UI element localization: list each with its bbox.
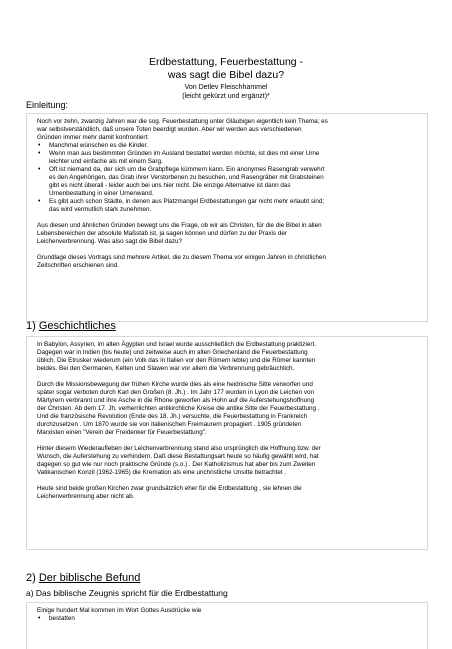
list-item: • Es gibt auch schon Städte, in denen aus Platzmangel Erdbestattungen gar nicht mehr erlaubt sind; das wird vermutlich stark zunehmen. (37, 198, 425, 214)
section-2-paragraph: Einige hundert Mal kommen im Wort Gottes Ausdrücke wie (37, 607, 202, 614)
history-paragraph-2: Durch die Missionsbewegung der frühen Kirche wurde dies als eine heidnische Sitte verworfen und später sogar verboten durch Karl den Großen (8. Jh.) . Im Jahr 177 wurden in Lyon die Leichen von Märtyrern verbrannt und ihre Asche in die Rhone geworfen als Hohn auf die Auferstehungshoffnung der Christen. Ab dem 17. Jh. verherrlichten antikirchliche Kreise die antike Sitte der Feuerbestattung . Und die französische Revolution (Ende des 18. Jh.) versuchte, die Feuerbestattung in Frankreich durchzusetzen . Um 1870 wurde sie von italienischen Freimaurern propagiert . 1905 gründeten Marxisten einen "Verein der Freidenker für Feuerbestattung". (37, 381, 320, 436)
terms-list (37, 615, 425, 623)
list-item: • bestatten (37, 615, 425, 623)
reasons-list (37, 142, 425, 214)
intro-text (37, 118, 425, 270)
intro-paragraph-2: Aus diesen und ähnlichen Gründen bewegt uns die Frage, ob wir als Christen, für die die Bibel in allen Lebensbereichen der absolute Maßstab ist, ja sagen können und dürfen zu der Praxis der Leichenverbrennung. Was also sagt die Bibel dazu? (37, 222, 322, 245)
section-2-heading: 2) Der biblische Befund (26, 572, 141, 584)
text-line: Noch vor zehn, zwanzig Jahren war die sog. Feuerbestattung unter Gläubigen eigentlich kein Thema; es (37, 118, 328, 125)
section-2-text (37, 607, 425, 623)
intro-paragraph (37, 118, 425, 142)
text-line: war selbstverständlich, daß unsere Toten beerdigt wurden. Aber wir werden aus verschiedenen (37, 126, 302, 133)
document-title-line-1: Erdbestattung, Feuerbestattung - (148, 56, 304, 68)
section-1-heading: 1) Geschichtliches (26, 320, 116, 332)
author-line: Von Detlev Fleischhammel (184, 84, 268, 91)
section-2-subheading: a) Das biblische Zeugnis spricht für die Erdbestattung (26, 588, 228, 598)
history-paragraph-3: Hinter diesem Wiederaufleben der Leichenverbrennung stand also ursprünglich die Hoffnung bzw. der Wunsch, die Auferstehung zu verhindern. Daß diese Bestattungsart heute so häufig gewählt wird, hat dagegen so gut wie nur noch praktische Gründe (s.o.) . Der Katholizismus hat aber bis zum Zweiten Vatikanischen Konzil (1962-1965) die Kremation als eine unchristliche Unsitte betrachtet . (37, 445, 321, 476)
text-line: Gründen immer mehr damit konfrontiert: (37, 134, 149, 141)
list-item: • Manchmal wünschen es die Kinder. (37, 142, 425, 150)
history-paragraph-1: In Babylon, Assyrien, im alten Ägypten und Israel wurde ausschließlich die Erdbestattung praktiziert. Dagegen war in Indien (bis heute) und zeitweise auch im alten Griechenland die Feuerbestattung üblich. Die Etrusker wiederum (ein Volk das in Italien vor den Römern lebte) und die Römer kannten beides. Bei den Germanen, Kelten und Slawen war vor allem die Verbrennung gebräuchlich. (37, 341, 316, 372)
section-1-text (37, 341, 425, 501)
list-item: • Oft ist niemand da, der sich um die Grabpflege kümmern kann. Ein anonymes Rasengrab verwehrt es den Angehörigen, das Grab ihrer Verstorbenen zu besuchen, und Rasengräber mit Grabsteinen gibt es nicht überall - leider auch bei uns hier nicht. Die einzige Alternative ist dann das Urnenbestattung in einer Urnenwand. (37, 166, 425, 198)
history-paragraph-4: Heute sind beide großen Kirchen zwar grundsätzlich eher für die Erdbestattung , sie lehnen die Leichenverbrennung aber nicht ab. (37, 485, 302, 500)
list-item: • Wenn man aus bestimmten Gründen im Ausland bestattet werden möchte, ist dies mit einer Urne leichter und einfache als mit einem Sarg. (37, 150, 425, 166)
intro-label: Einleitung: (26, 100, 69, 110)
document-title-line-2: was sagt die Bibel dazu? (167, 69, 285, 81)
section-1-title: Geschichtliches (38, 320, 116, 332)
intro-paragraph-3: Grundlage dieses Vortrags sind mehrere Artikel, die zu diesem Thema vor einigen Jahren in christlichen Zeitschriften erschienen sind. (37, 254, 326, 269)
edit-note: (leicht gekürzt und ergänzt)* (182, 93, 270, 100)
section-2-title: Der biblische Befund (38, 572, 141, 584)
